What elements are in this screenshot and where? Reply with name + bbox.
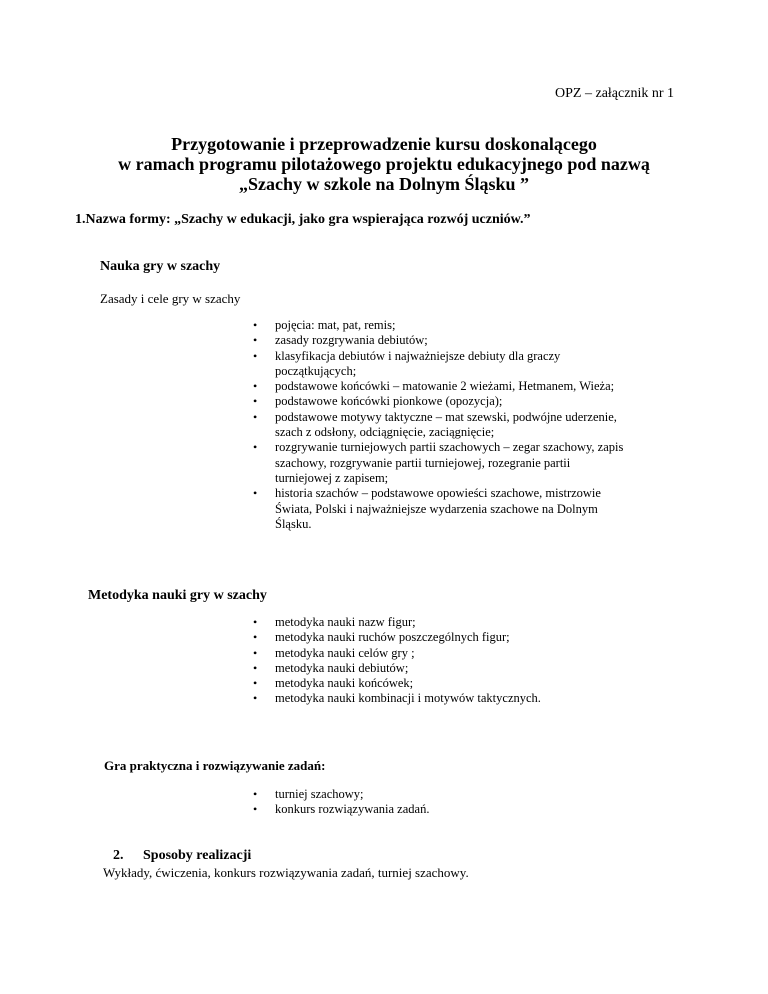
list-item	[253, 660, 675, 676]
zasady-subheading: Zasady i cele gry w szachy	[100, 291, 241, 306]
list-item-line: metodyka nauki celów gry ;	[275, 645, 415, 660]
bullet-icon: •	[253, 318, 258, 332]
bullet-icon: •	[253, 486, 258, 501]
list-item-line: klasyfikacja debiutów i najważniejsze debiuty dla graczy	[275, 348, 561, 363]
list-item-line: podstawowe końcówki pionkowe (opozycja);	[275, 394, 503, 409]
bullet-icon: •	[253, 615, 258, 629]
gra-list	[253, 787, 675, 818]
list-item-line: zasady rozgrywania debiutów;	[275, 333, 428, 348]
list-item-line: pojęcia: mat, pat, remis;	[275, 318, 396, 332]
bullet-icon: •	[253, 802, 258, 817]
gra-heading: Gra praktyczna i rozwiązywanie zadań:	[104, 758, 326, 773]
list-item-line: historia szachów – podstawowe opowieści szachowe, mistrzowie	[275, 486, 601, 501]
section-2-text: Wykłady, ćwiczenia, konkurs rozwiązywania zadań, turniej szachowy.	[103, 865, 469, 880]
nauka-heading: Nauka gry w szachy	[100, 259, 221, 274]
list-item	[253, 630, 675, 645]
section-2-title: Sposoby realizacji	[143, 848, 252, 863]
title-line-3: „Szachy w szkole na Dolnym Śląsku ”	[238, 174, 530, 194]
list-item	[253, 691, 675, 706]
list-item-line: rozgrywanie turniejowych partii szachowych – zegar szachowy, zapis	[275, 440, 624, 455]
list-item	[253, 394, 675, 409]
list-item-line: Świata, Polski i najważniejsze wydarzenia szachowe na Dolnym	[275, 501, 598, 516]
nauka-list	[253, 318, 675, 532]
list-item-line: turniejowej z zapisem;	[275, 470, 389, 485]
list-item-line: metodyka nauki debiutów;	[275, 660, 409, 675]
list-item-line: metodyka nauki kombinacji i motywów taktycznych.	[275, 691, 541, 706]
list-item-line: Śląsku.	[275, 516, 312, 531]
list-item	[253, 409, 675, 441]
list-item-line: początkujących;	[275, 363, 357, 378]
list-item-line: metodyka nauki końcówek;	[275, 676, 414, 691]
list-item-line: szach z odsłony, odciągnięcie, zaciągnięcie;	[275, 425, 495, 440]
bullet-icon: •	[253, 333, 258, 348]
section-2-heading	[113, 848, 251, 864]
list-item-line: turniej szachowy;	[275, 787, 364, 801]
bullet-icon: •	[253, 440, 258, 455]
bullet-icon: •	[253, 379, 258, 394]
bullet-icon: •	[253, 787, 258, 801]
annex-label: OPZ – załącznik nr 1	[555, 86, 674, 101]
list-item	[253, 615, 675, 630]
list-item	[253, 379, 675, 394]
list-item	[253, 348, 675, 380]
list-item	[253, 645, 675, 661]
title-line-2: w ramach programu pilotażowego projektu edukacyjnego pod nazwą	[118, 154, 650, 174]
section-1-heading: 1.Nazwa formy: „Szachy w edukacji, jako gra wspierająca rozwój uczniów.”	[75, 212, 531, 227]
document-title	[0, 134, 768, 194]
bullet-icon: •	[253, 630, 258, 645]
title-line-1: Przygotowanie i przeprowadzenie kursu doskonalącego	[171, 134, 597, 154]
list-item	[253, 318, 675, 333]
list-item-line: podstawowe końcówki – matowanie 2 wieżami, Hetmanem, Wieża;	[275, 379, 615, 394]
bullet-icon: •	[253, 394, 258, 409]
metodyka-heading: Metodyka nauki gry w szachy	[88, 588, 267, 603]
list-item-line: podstawowe motywy taktyczne – mat szewski, podwójne uderzenie,	[275, 409, 617, 424]
bullet-icon: •	[253, 409, 258, 424]
list-item	[253, 676, 675, 691]
section-2-number: 2.	[113, 848, 124, 863]
list-item-line: metodyka nauki ruchów poszczególnych figur;	[275, 630, 510, 645]
bullet-icon: •	[253, 348, 258, 363]
list-item-line: metodyka nauki nazw figur;	[275, 615, 416, 629]
bullet-icon: •	[253, 660, 258, 675]
list-item	[253, 333, 675, 348]
bullet-icon: •	[253, 676, 258, 691]
list-item-line: szachowy, rozgrywanie partii turniejowej, rozegranie partii	[275, 455, 571, 470]
list-item	[253, 787, 675, 802]
list-item	[253, 486, 675, 532]
bullet-icon: •	[253, 691, 258, 706]
list-item-line: konkurs rozwiązywania zadań.	[275, 802, 430, 817]
list-item	[253, 440, 675, 486]
list-item	[253, 802, 675, 817]
bullet-icon: •	[253, 645, 258, 660]
metodyka-list	[253, 615, 675, 707]
